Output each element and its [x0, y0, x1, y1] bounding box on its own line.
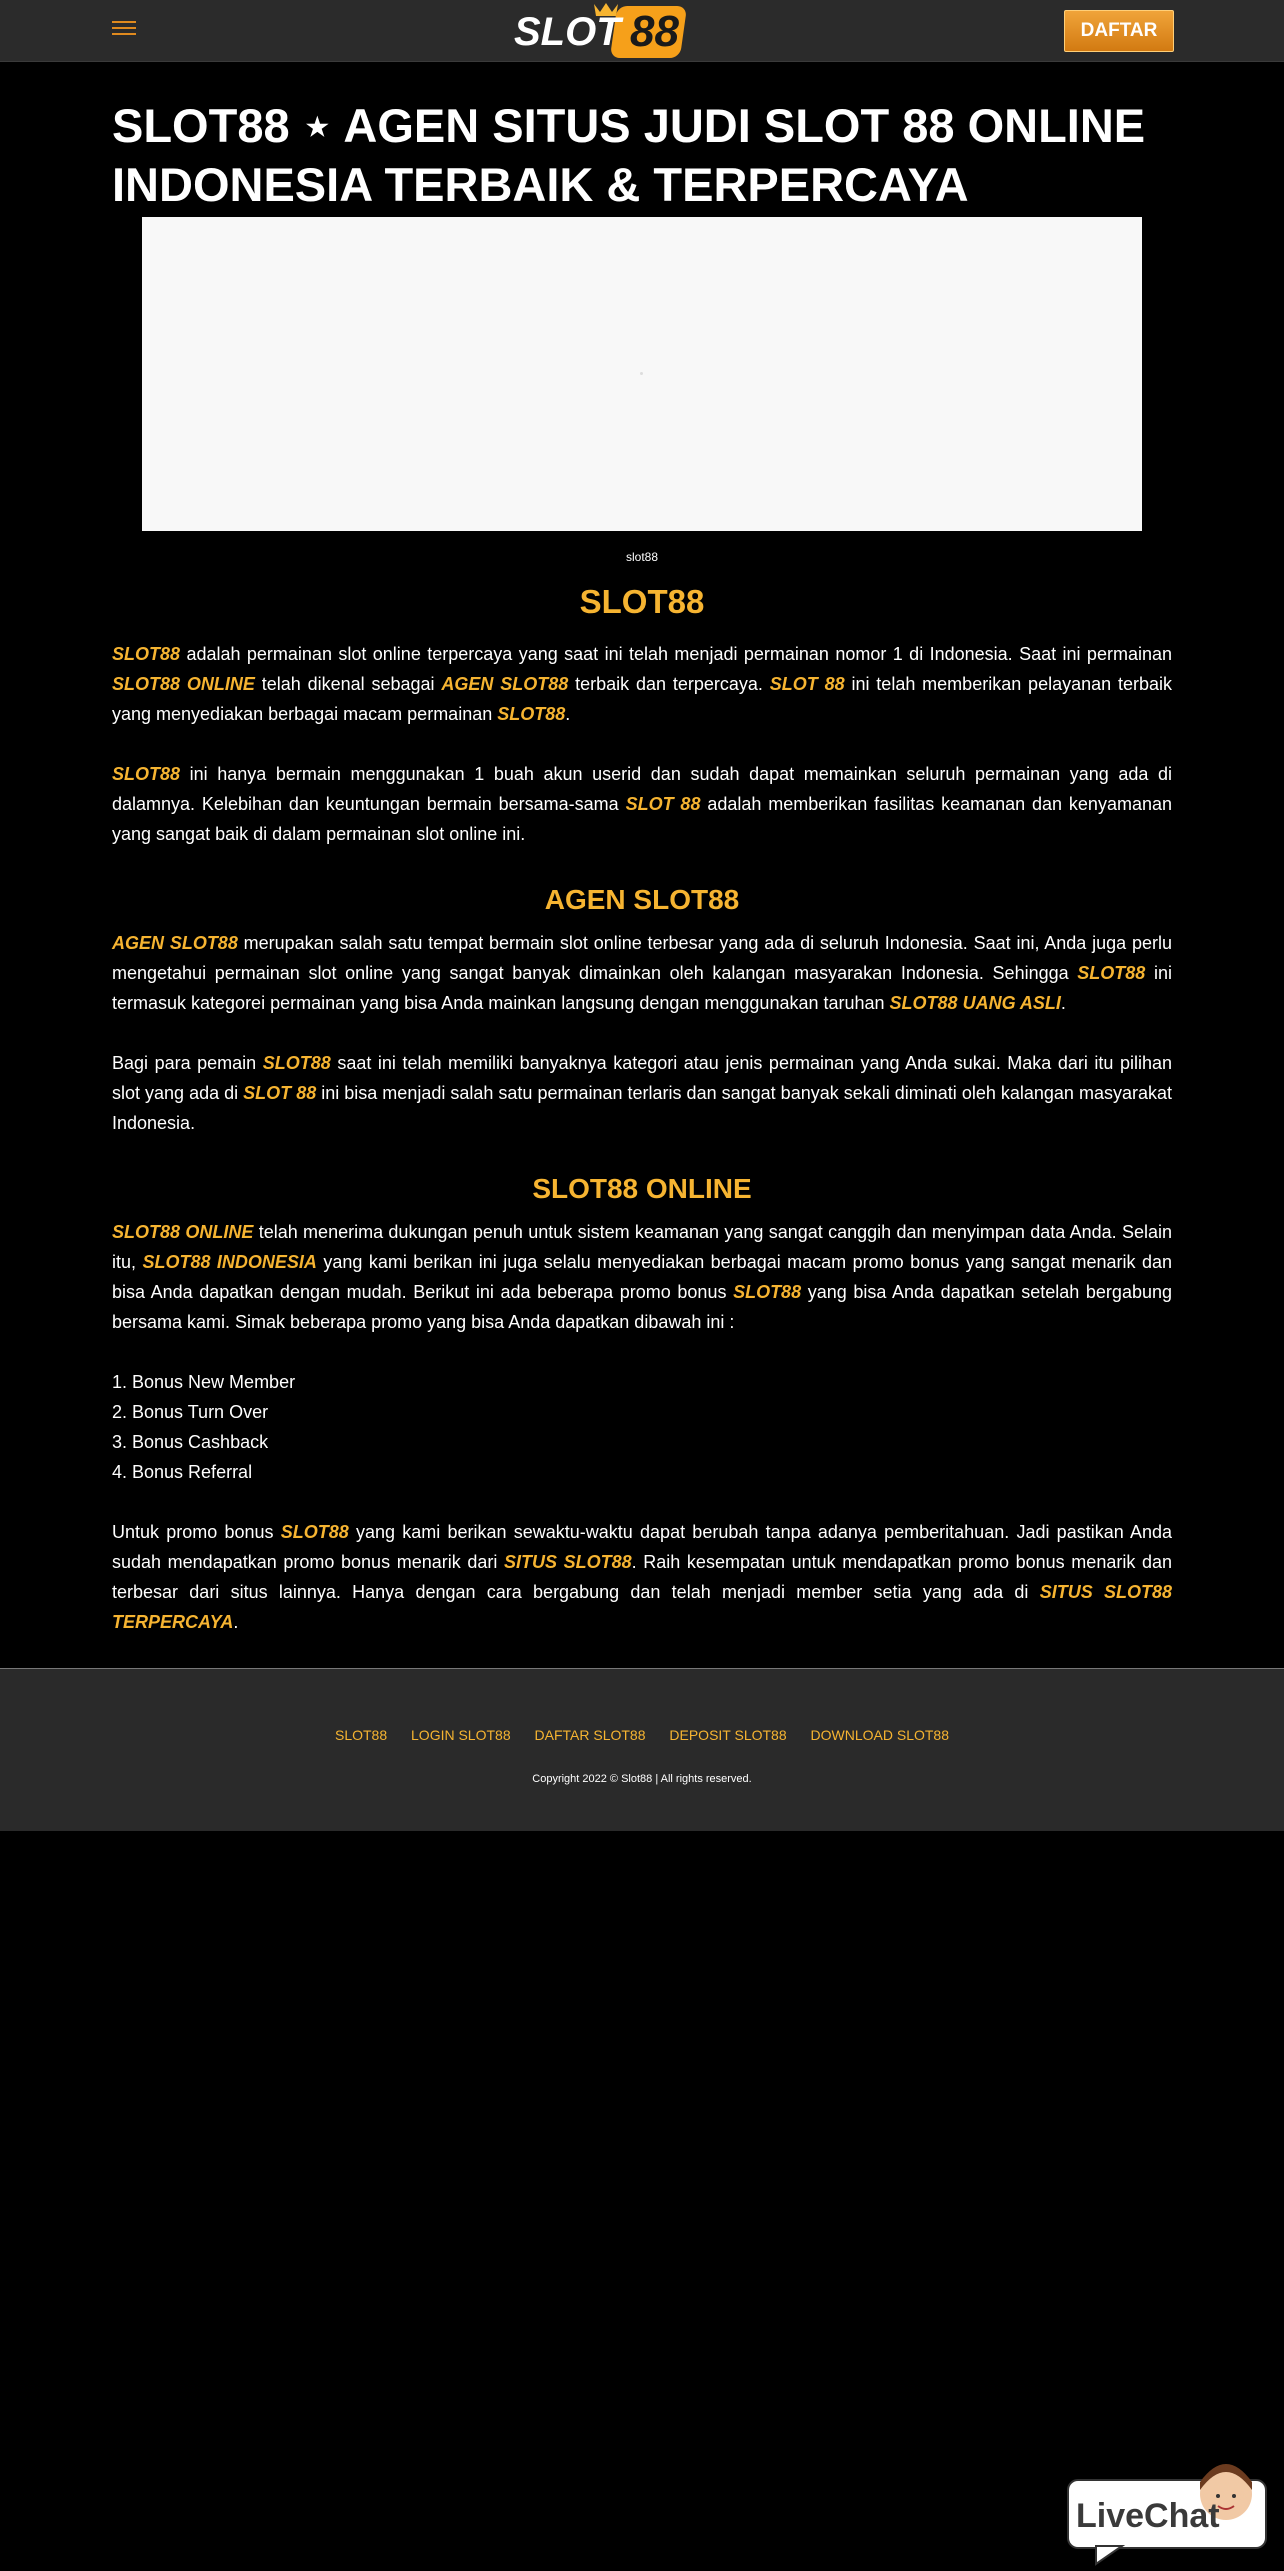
text-run: terbaik dan terpercaya. [568, 674, 770, 694]
text-run: . [233, 1612, 239, 1632]
highlighted-keyword: SLOT88 UANG ASLI [889, 993, 1061, 1013]
svg-text:SLOT: SLOT [514, 10, 621, 54]
highlighted-keyword: AGEN SLOT88 [112, 933, 238, 953]
section-heading-slot88: SLOT88 [579, 583, 705, 620]
highlighted-keyword: SITUS SLOT88 [504, 1552, 632, 1572]
highlighted-keyword: SLOT88 ONLINE [112, 674, 255, 694]
highlighted-keyword: SLOT88 [112, 644, 181, 664]
text-run: ini termasuk kategorei permainan yang bisa Anda mainkan langsung dengan menggunakan taruhan [112, 963, 1173, 1013]
highlighted-keyword: SLOT88 [280, 1522, 349, 1542]
section-paragraph [112, 928, 1172, 1018]
footer-link-download[interactable]: DOWNLOAD SLOT88 [810, 1727, 949, 1743]
hamburger-menu-icon[interactable] [112, 21, 136, 39]
highlighted-keyword: AGEN SLOT88 [441, 674, 569, 694]
video-caption: slot88 [625, 550, 659, 564]
highlighted-keyword: SLOT 88 [769, 674, 845, 694]
text-run: telah menerima dukungan penuh untuk sistem keamanan yang sangat canggih dan menyimpan data Anda. Selain itu, [112, 1222, 1172, 1272]
highlighted-keyword: SLOT88 [112, 764, 181, 784]
highlighted-keyword: SITUS SLOT88 TERPERCAYA [112, 1582, 1172, 1632]
text-run: . Raih kesempatan untuk mendapatkan promo bonus menarik dan terbesar dari situs lainnya. Hanya dengan cara bergabung dan telah menjadi member setia yang ada di [112, 1552, 1172, 1602]
text-run: . [1060, 993, 1066, 1013]
text-run: yang kami berikan ini juga selalu menyediakan berbagai macam promo bonus yang sangat menarik dan bisa Anda dapatkan dengan mudah. Berikut ini ada beberapa promo bonus [112, 1252, 1173, 1302]
footer-link-daftar[interactable]: DAFTAR SLOT88 [534, 1727, 646, 1743]
text-run: adalah memberikan fasilitas keamanan dan kenyamanan yang sangat baik di dalam permainan slot online ini. [112, 794, 1172, 844]
text-run: Bagi para pemain [112, 1053, 263, 1073]
livechat-widget[interactable] [1066, 2452, 1270, 2566]
footer-links [0, 1727, 1284, 1743]
text-run: saat ini telah memiliki banyaknya kategori atau jenis permainan yang Anda sukai. Maka dari itu pilihan slot yang ada di [112, 1053, 1173, 1103]
list-item: 2. Bonus Turn Over [112, 1402, 269, 1422]
section-paragraph [112, 1048, 1172, 1138]
footer-link-login[interactable]: LOGIN SLOT88 [411, 1727, 511, 1743]
register-button[interactable]: DAFTAR [1064, 10, 1174, 52]
livechat-label: LiveChat [1076, 2497, 1220, 2535]
page-title: SLOT88 ⋆ AGEN SITUS JUDI SLOT 88 ONLINE INDONESIA TERBAIK & TERPERCAYA [112, 99, 1146, 211]
text-run: merupakan salah satu tempat bermain slot online terbesar yang ada di seluruh Indonesia. Saat ini, Anda juga perlu mengetahui permainan slot online yang sangat banyak dimainkan oleh kalangan masyarakan Indonesia. Sehingga [112, 933, 1172, 983]
text-run: telah dikenal sebagai [254, 674, 442, 694]
text-run: ini bisa menjadi salah satu permainan terlaris dan sangat banyak sekali diminati oleh kalangan masyarakat Indonesia. [112, 1083, 1172, 1133]
section-heading-agen-slot88: AGEN SLOT88 [544, 884, 740, 915]
highlighted-keyword: SLOT88 [262, 1053, 331, 1073]
text-run: adalah permainan slot online terpercaya yang saat ini telah menjadi permainan nomor 1 di Indonesia. Saat ini permainan [180, 644, 1172, 664]
list-item: 3. Bonus Cashback [112, 1432, 269, 1452]
site-logo[interactable] [510, 0, 696, 62]
highlighted-keyword: SLOT88 [1077, 963, 1146, 983]
highlighted-keyword: SLOT 88 [243, 1083, 317, 1103]
video-player[interactable] [142, 217, 1142, 531]
main-content [112, 96, 1172, 1637]
section-heading-slot88-online: SLOT88 ONLINE [532, 1173, 752, 1204]
section-paragraph [112, 1517, 1172, 1637]
section-paragraph [112, 759, 1172, 849]
text-run: yang bisa Anda dapatkan setelah bergabung bersama kami. Simak beberapa promo yang bisa Anda dapatkan dibawah ini : [112, 1282, 1172, 1332]
bonus-list [112, 1367, 1172, 1487]
highlighted-keyword: SLOT88 [497, 704, 566, 724]
svg-text:88: 88 [630, 7, 679, 56]
footer [0, 1668, 1284, 1831]
top-bar [0, 0, 1284, 62]
highlighted-keyword: SLOT88 [733, 1282, 802, 1302]
footer-link-slot88[interactable]: SLOT88 [334, 1727, 388, 1743]
highlighted-keyword: SLOT 88 [625, 794, 701, 814]
text-run: ini hanya bermain menggunakan 1 buah akun userid dan sudah dapat memainkan seluruh permainan yang ada di dalamnya. Kelebihan dan keuntungan bermain bersama-sama [112, 764, 1172, 814]
highlighted-keyword: SLOT88 ONLINE [112, 1222, 254, 1242]
text-run: Untuk promo bonus [112, 1522, 281, 1542]
list-item: 1. Bonus New Member [112, 1372, 296, 1392]
list-item: 4. Bonus Referral [112, 1462, 253, 1482]
copyright-text: Copyright 2022 © Slot88 | All rights reserved. [532, 1773, 752, 1785]
section-paragraph [112, 639, 1172, 729]
footer-link-deposit[interactable]: DEPOSIT SLOT88 [669, 1727, 787, 1743]
text-run: . [565, 704, 571, 724]
highlighted-keyword: SLOT88 INDONESIA [142, 1252, 317, 1272]
section-paragraph [112, 1217, 1172, 1337]
text-run: yang kami berikan sewaktu-waktu dapat berubah tanpa adanya pemberitahuan. Jadi pastikan Anda sudah mendapatkan promo bonus menarik dari [112, 1522, 1172, 1572]
text-run: ini telah memberikan pelayanan terbaik yang menyediakan berbagai macam permainan [112, 674, 1172, 724]
